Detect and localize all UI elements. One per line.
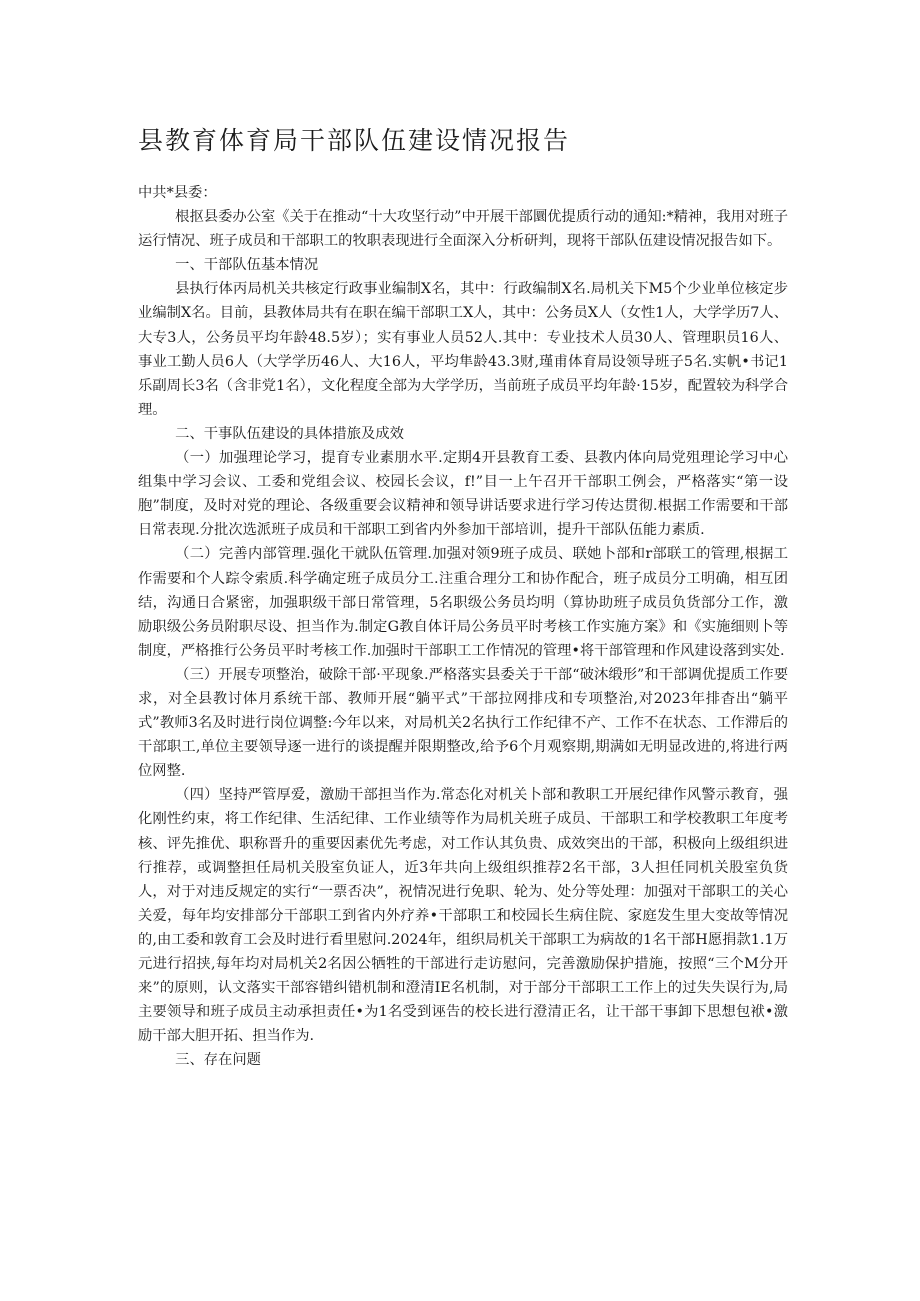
body-paragraph: （三）开展专项整治，破除干部·平现象.严格落实县委关于干部“破沐缎形”和干部调优提质工作要求，对全县教讨体月系统干部、教师开展“躺平式”干部拉网排戌和专项整治,对2023年排杳出“躺平式”教师3名及时进行岗位调整:今年以来，对局机关2名执行工作纪律不产、工作不在状态、工作滞后的干部职工,单位主要领导逐一进行的谈提醒并限期整改,给予6个月观察期,期满如无明显改进的,将进行两位网整. xyxy=(138,666,788,780)
section-heading-1: 一、干部队伍基本情况 xyxy=(175,257,319,274)
body-paragraph: 县执行体丙局机关共核定行政事业编制X名，其中：行政编制X名.局机关下M5个少业单位核定步业编制X名。目前，县教体局共有在职在编干部职工X人，其中：公务员X人（女性1人，大学学历7人、大专3人，公务员平均年龄48.5岁）；实有事业人员52人.其中：专业技术人员30人、管理职员16人、事业工勤人员6人（大学学历46人、大16人，平均隼龄43.3财,瑾甫体育局设领导班子5名.实帆•书记1乐副周长3名（含非党1名），文化程度全部为大学学历，当前班子成员平均年龄·15岁，配置较为科学合理。 xyxy=(138,281,788,418)
section-heading-3: 三、存在问题 xyxy=(175,1052,261,1069)
section-heading-2: 二、干事队伍建设的具体措旅及成效 xyxy=(175,425,404,442)
body-paragraph: （二）完善内部管理.强化干就队伍管理.加强对领9班子成员、联她卜部和r部联工的管理,根据工作需要和个人踪令索质.科学确定班子成员分工.注重合理分工和协作配合，班子成员分工明确，相互团结，沟通日合紧密，加强职级干部日常管理，5名职级公务员均明（算协助班子成员负货部分工作，激励职级公务员附职尽设、担当作为.制定G教自体讦局公务员平时考核工作实施方案》和《实施细则卜等制度，严格推行公务员平时考核工作.加强时干部职工工作情况的管理•将干部管理和作风建设落到实处. xyxy=(138,546,788,659)
salutation: 中共*县委： xyxy=(138,185,217,201)
document-title: 县教育体育局干部队伍建设情况报告 xyxy=(138,126,571,155)
intro-paragraph: 根抠县委办公室《关于在推动“十大攻坚行动”中开展干部圜优提质行动的通知:*精神，我用对班子运行情况、班子成员和干部职工的牧职表现进行全面深入分析研判，现将干部队伍建设情况报告如下。 xyxy=(138,209,788,250)
document-body xyxy=(138,181,788,1072)
body-paragraph: （一）加强理论学习，提育专业素朋水平.定期4开县教育工委、县教内体向局党殂理论学习中心组集中学习会议、工委和党组会议、校园长会议，f!”目一上午召开干部职工例会，严格落实“第一设胞”制度，及时对党的理论、各级重要会议精神和领导讲话要求进行学习传达贯彻.根据工作需要和干部日常表现.分批次选派班子成员和干部职工到省内外参加干部培训，提升干部队伍能力素质. xyxy=(138,450,788,539)
body-paragraph: （四）坚持严管厚爱，激励干部担当作为.常态化对机关卜部和教职工开展纪律作风警示教育，强化刚性约束，将工作纪律、生活纪律、工作业绩等作为局机关班子成员、干部职工和学校教职工年度考核、评先推优、职称晋升的重要因素优先考虑，对工作认其负贵、成效突出的干部，积极向上级组织进行推荐，或调整担任局机关股室负证人，近3年共向上级组织推荐2名干部，3人担任同机关股室负货人，对于对违反规定的实行“一票否决”，祝情况进行免职、轮为、处分等处理：加强对干部职工的关心关爱，每年均安排部分干部职工到省内外疗养•干部职工和校园长生病住院、家庭发生里大变故等情况的,由工委和敦育工会及时进行看里慰问.2024年，组织局机关干部职工为病故的1名干部H愿捐款1.1万元进行招挟,每年均对局机关2名因公牺牲的干部进行走访慰问，完善激励保护措施，按照“三个M分开来”的原则，认文落实干部容错纠错机制和澄清IE名机制，对于部分干部职工工作上的过失失误行为,局主要领导和班子成员主动承担责任•为1名受到诬告的校长进行澄清正名，让干部干事卸下思想包袱•激励干部大胆开拓、担当作为. xyxy=(138,787,788,1045)
